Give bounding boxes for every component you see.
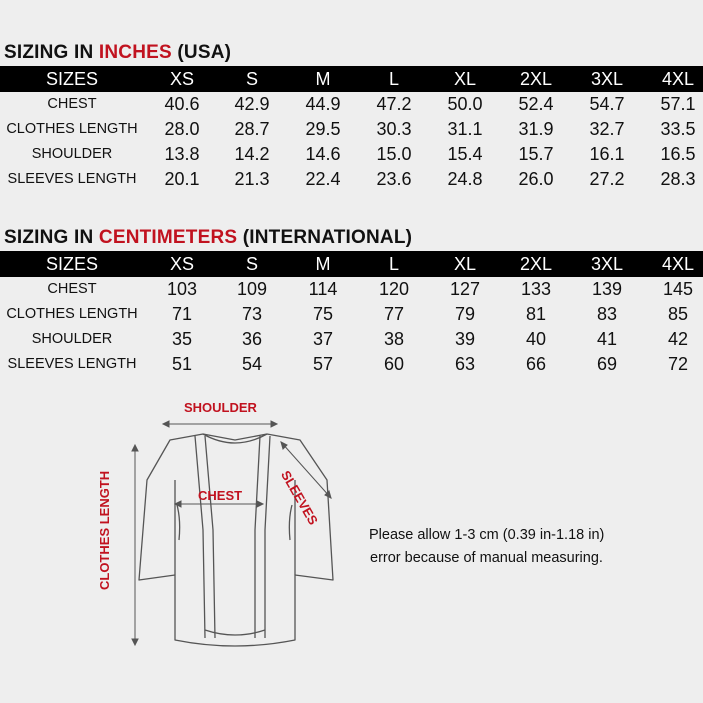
table-cell: 73 bbox=[241, 304, 263, 324]
inches-size-header: 3XL bbox=[590, 69, 624, 89]
table-cell: 27.2 bbox=[589, 169, 625, 189]
note-line-2: error because of manual measuring. bbox=[370, 550, 603, 566]
table-cell: 35 bbox=[171, 329, 193, 349]
table-cell: 36 bbox=[241, 329, 263, 349]
cm-size-header: 4XL bbox=[661, 254, 695, 274]
row-label: CLOTHES LENGTH bbox=[6, 121, 138, 137]
table-cell: 66 bbox=[525, 354, 547, 374]
table-cell: 54 bbox=[241, 354, 263, 374]
inches-size-header: 2XL bbox=[519, 69, 553, 89]
clothes-length-label: CLOTHES LENGTH bbox=[97, 470, 112, 590]
table-cell: 54.7 bbox=[589, 94, 625, 114]
table-cell: 20.1 bbox=[164, 169, 200, 189]
table-cell: 40.6 bbox=[164, 94, 200, 114]
table-cell: 33.5 bbox=[660, 119, 696, 139]
table-cell: 139 bbox=[591, 279, 623, 299]
cm-size-header: 2XL bbox=[519, 254, 553, 274]
cm-section-title bbox=[4, 227, 412, 249]
table-cell: 127 bbox=[449, 279, 481, 299]
table-cell: 29.5 bbox=[305, 119, 341, 139]
table-cell: 16.1 bbox=[589, 144, 625, 164]
row-label: CHEST bbox=[47, 281, 97, 297]
row-label: CLOTHES LENGTH bbox=[6, 306, 138, 322]
inches-title-highlight: INCHES bbox=[98, 42, 172, 63]
cm-row-sleeves-length bbox=[0, 352, 703, 377]
cm-size-header: S bbox=[245, 254, 258, 274]
table-cell: 71 bbox=[171, 304, 193, 324]
row-label: CHEST bbox=[47, 96, 97, 112]
table-cell: 15.7 bbox=[518, 144, 554, 164]
table-cell: 32.7 bbox=[589, 119, 625, 139]
cm-header-row bbox=[0, 251, 703, 277]
row-label: SLEEVES LENGTH bbox=[7, 356, 137, 372]
table-cell: 85 bbox=[667, 304, 689, 324]
sleeves-label: SLEEVES bbox=[278, 468, 321, 528]
table-cell: 13.8 bbox=[164, 144, 200, 164]
table-cell: 15.4 bbox=[447, 144, 483, 164]
table-cell: 83 bbox=[596, 304, 618, 324]
table-cell: 28.0 bbox=[164, 119, 200, 139]
table-cell: 52.4 bbox=[518, 94, 554, 114]
table-cell: 114 bbox=[308, 279, 338, 299]
inches-size-header: XS bbox=[169, 69, 194, 89]
table-cell: 28.3 bbox=[660, 169, 696, 189]
note-line-1: Please allow 1-3 cm (0.39 in-1.18 in) bbox=[369, 527, 605, 543]
cm-size-header: 3XL bbox=[590, 254, 624, 274]
cm-row-chest bbox=[0, 277, 703, 302]
table-cell: 31.9 bbox=[518, 119, 554, 139]
cm-title-prefix: SIZING IN bbox=[4, 227, 99, 248]
row-label: SHOULDER bbox=[31, 146, 113, 162]
inches-row-clothes-length bbox=[0, 117, 703, 142]
table-cell: 47.2 bbox=[376, 94, 412, 114]
kimono-drawing bbox=[95, 390, 355, 660]
table-cell: 21.3 bbox=[234, 169, 270, 189]
table-cell: 22.4 bbox=[305, 169, 341, 189]
table-cell: 57.1 bbox=[660, 94, 696, 114]
cm-title-highlight: CENTIMETERS bbox=[98, 227, 238, 248]
table-cell: 16.5 bbox=[660, 144, 696, 164]
inches-header-row bbox=[0, 66, 703, 92]
table-cell: 51 bbox=[171, 354, 193, 374]
table-cell: 133 bbox=[520, 279, 552, 299]
table-cell: 39 bbox=[454, 329, 476, 349]
table-cell: 103 bbox=[166, 279, 198, 299]
table-cell: 75 bbox=[312, 304, 334, 324]
table-cell: 40 bbox=[525, 329, 547, 349]
cm-row-clothes-length bbox=[0, 302, 703, 327]
inches-row-sleeves-length bbox=[0, 167, 703, 192]
garment-diagram bbox=[95, 390, 355, 665]
table-cell: 26.0 bbox=[518, 169, 554, 189]
table-cell: 30.3 bbox=[376, 119, 412, 139]
table-cell: 145 bbox=[662, 279, 694, 299]
table-cell: 81 bbox=[525, 304, 547, 324]
table-cell: 15.0 bbox=[376, 144, 412, 164]
inches-size-header: S bbox=[245, 69, 258, 89]
row-label: SHOULDER bbox=[31, 331, 113, 347]
table-cell: 72 bbox=[667, 354, 689, 374]
table-cell: 37 bbox=[312, 329, 334, 349]
table-cell: 57 bbox=[312, 354, 334, 374]
inches-header-label: SIZES bbox=[45, 69, 98, 89]
inches-size-header: XL bbox=[453, 69, 477, 89]
inches-size-header: 4XL bbox=[661, 69, 695, 89]
inches-size-header: L bbox=[388, 69, 399, 89]
table-cell: 24.8 bbox=[447, 169, 483, 189]
cm-header-label: SIZES bbox=[45, 254, 98, 274]
table-cell: 109 bbox=[236, 279, 268, 299]
row-label: SLEEVES LENGTH bbox=[7, 171, 137, 187]
cm-row-shoulder bbox=[0, 327, 703, 352]
table-cell: 14.2 bbox=[234, 144, 270, 164]
table-cell: 50.0 bbox=[447, 94, 483, 114]
cm-size-header: XL bbox=[453, 254, 477, 274]
inches-title-suffix: (USA) bbox=[171, 42, 232, 63]
table-cell: 120 bbox=[378, 279, 410, 299]
table-cell: 41 bbox=[596, 329, 618, 349]
table-cell: 60 bbox=[383, 354, 405, 374]
cm-size-header: L bbox=[388, 254, 399, 274]
shoulder-label: SHOULDER bbox=[184, 400, 257, 415]
inches-row-shoulder bbox=[0, 142, 703, 167]
inches-title-prefix: SIZING IN bbox=[4, 42, 99, 63]
table-cell: 14.6 bbox=[305, 144, 341, 164]
table-cell: 79 bbox=[454, 304, 476, 324]
cm-size-header: M bbox=[315, 254, 331, 274]
table-cell: 42 bbox=[667, 329, 689, 349]
table-cell: 42.9 bbox=[234, 94, 270, 114]
chest-label: CHEST bbox=[198, 488, 243, 503]
table-cell: 69 bbox=[596, 354, 618, 374]
inches-row-chest bbox=[0, 92, 703, 117]
inches-section-title bbox=[4, 42, 231, 64]
inches-size-header: M bbox=[315, 69, 331, 89]
measurement-note bbox=[369, 524, 604, 570]
cm-size-header: XS bbox=[169, 254, 194, 274]
table-cell: 63 bbox=[454, 354, 476, 374]
cm-title-suffix: (INTERNATIONAL) bbox=[237, 227, 413, 248]
table-cell: 44.9 bbox=[305, 94, 341, 114]
table-cell: 77 bbox=[383, 304, 405, 324]
table-cell: 31.1 bbox=[447, 119, 483, 139]
table-cell: 38 bbox=[383, 329, 405, 349]
table-cell: 28.7 bbox=[234, 119, 270, 139]
table-cell: 23.6 bbox=[376, 169, 412, 189]
